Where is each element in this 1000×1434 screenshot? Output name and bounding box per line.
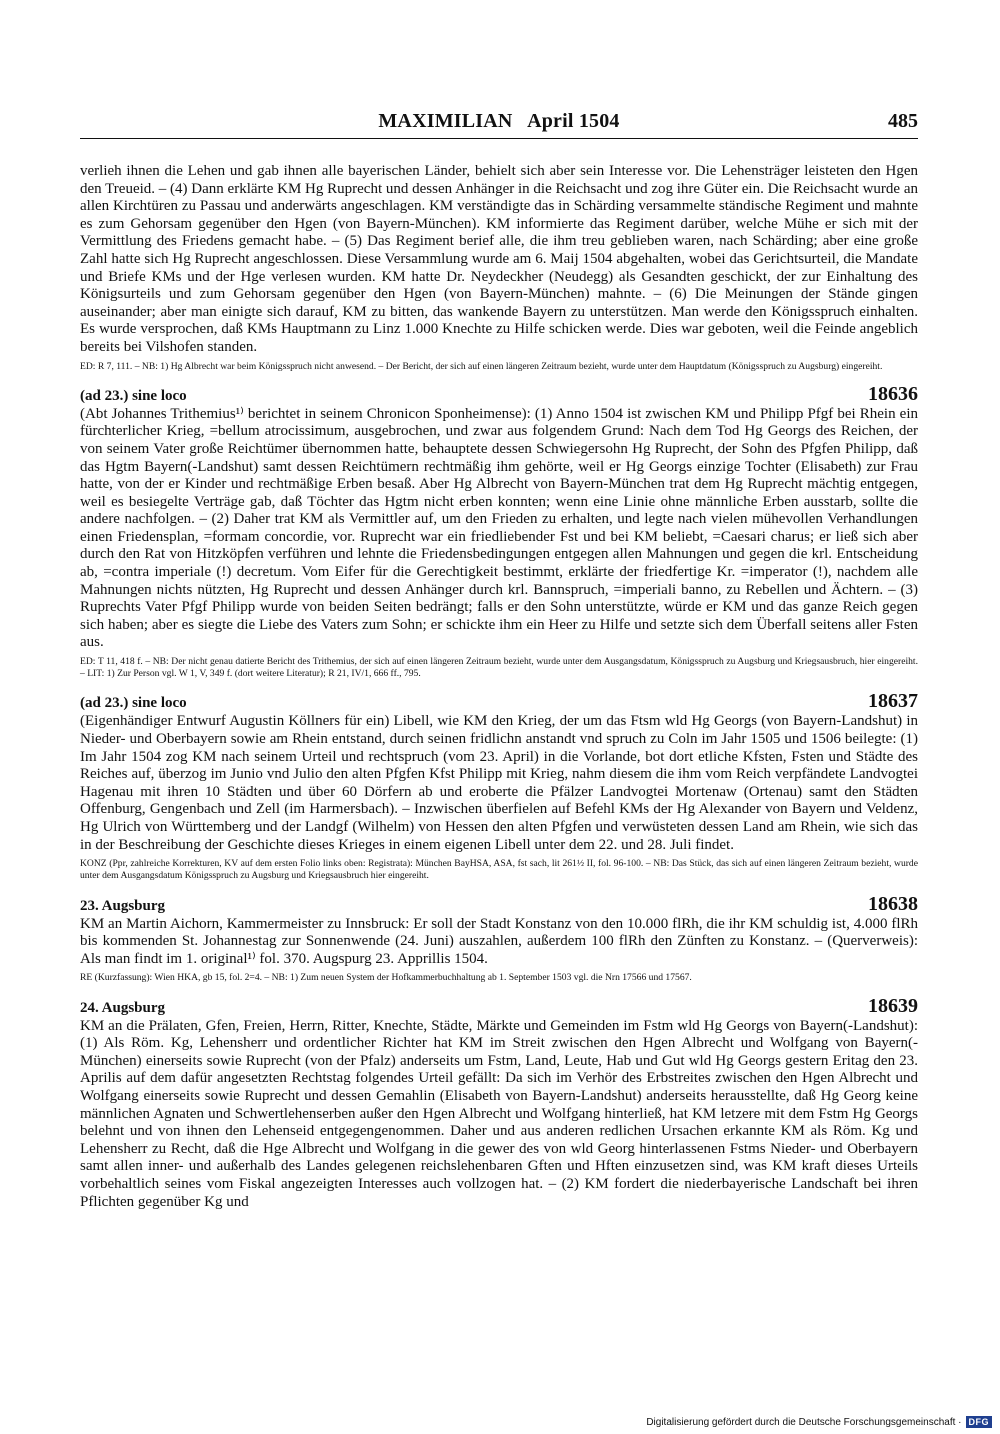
footer-credit: Digitalisierung gefördert durch die Deutsche Forschungsgemeinschaft · bbox=[646, 1416, 962, 1428]
entry-18637 bbox=[80, 690, 918, 882]
entry-text: (Abt Johannes Trithemius¹⁾ berichtet in seinem Chronicon Sponheimense): (1) Anno 1504 ist zwischen KM und Philipp Pfgf bei Rhein ein fürchterlicher Krieg, =bellum atrocissimum, ausgebrochen, und zwar aus folgendem Grund: Nach dem Tod Hg Georgs des Reichen, der von seinem Vater große Reichtümer übernommen hatte, behauptete dessen Schwiegersohn Hg Ruprecht, der Sohn des Pfgfen Philipp, daß das Hgtm Bayern(-Landshut) samt dessen Reichtümern rechtmäßig ihm gehörte, weil er Hg Georgs einzige Tochter (Elisabeth) zur Frau hatte, von der er Kinder und rechtmäßige Erben besaß. Aber Hg Albrecht von Bayern-München trat dem Hg Ruprecht mächtig entgegen, weil es besiegelte Verträge gab, daß Töchter das Hgtm nicht erben konnten; wenn eine Linie ohne männliche Erben ausstarb, sollte die andere nachfolgen. – (2) Daher trat KM als Vermittler auf, um den Frieden zu erhalten, und legte nach vielen mühevollen Verhandlungen einen Friedensplan, =formam concordie, vor. Ruprecht war ein friedliebender Fst und bei KM beliebt, =Caesari charus; er ließ sich aber durch den Rat von Hitzköpfen verführen und lehnte die Friedensbedingungen entgegen allen Mahnungen und gegen die krl. Entscheidung ab, =contra imperiale (!) decretum. Vom Eifer für die Gerechtigkeit bestimmt, erklärte der friedfertige Kr. =imperator (!), nachdem alle Mahnungen nichts nützten, Hg Ruprecht und dessen Anhänger durch krl. Bannspruch, =imperiali banno, zu Rebellen und Ächtern. – (3) Ruprechts Vater Pfgf Philipp wurde von beiden Seiten bedrängt; falls er den Sohn unterstützte, würde er KM und das ganze Reich gegen sich haben; aber es siegte die Liebe des Vaters zum Sohn; er schickte ihm ein Heer zu Hilfe und setzte sich dem Überfall seitens aller Fsten aus. bbox=[80, 405, 918, 651]
running-title: MAXIMILIAN April 1504 bbox=[378, 110, 620, 132]
entry-text: KM an die Prälaten, Gfen, Freien, Herrn, Ritter, Knechte, Städte, Märkte und Gemeinden im Fstm wld Hg Georgs von Bayern(-Landshut): (1) Als Röm. Kg, Lehensherr und ordentlicher Richter hat KM im Streit zwischen den Hgen Albrecht und Wolfgang von Bayern(-München) einerseits sowie Ruprecht (von der Pfalz) anderseits um Fstm, Land, Leute, Hab und Gut wld Hg Georgs gestern Eritag den 23. Aprilis auf dem dafür angesetzten Rechtstag folgendes Urteil gefällt: Da sich im Verhör des Erbstreites zwischen den Hgen Albrecht und Wolfgang einerseits sowie Ruprecht und dessen Gemahlin (Elisabeth von Bayern-Landshut) anderseits herausstellte, daß Hg Georg keine männlichen Agnaten und Schwertlehenserben außer den Hgen Albrecht und Wolfgang hinterließ, hat KM letzere mit dem Fstm Hg Georgs belehnt und von ihnen den Lehenseid entgegengenommen. Daher und aus anderen redlichen Ursachen erkannte KM als Röm. Kg und Lehensherr zu Recht, daß die Hge Albrecht und Wolfgang in die gewer des von wld Georg hinterlassenen Fstms Nieder- und Oberbayern samt allen inner- und außerhalb des Landes gelegenen reichslehenbaren Gften und Hften einzusetzen sind, was KM kraft dieses Urteils vorbehaltlich seines vom Fiskal angezeigten Interesses auch vollzogen hat. – (2) KM fordert die niederbayerische Landschaft bei ihren Pflichten gegenüber Kg und bbox=[80, 1017, 918, 1210]
dfg-logo: DFG bbox=[966, 1416, 993, 1428]
entry-location: (ad 23.) sine loco bbox=[80, 695, 187, 712]
entry-number: 18639 bbox=[868, 994, 918, 1017]
entry-heading bbox=[80, 690, 918, 713]
digitization-footer bbox=[646, 1416, 992, 1428]
entry-number: 18638 bbox=[868, 892, 918, 915]
entry-heading bbox=[80, 383, 918, 406]
entry-18639 bbox=[80, 995, 918, 1212]
document-page bbox=[80, 108, 918, 1211]
entry-number: 18637 bbox=[868, 690, 918, 713]
entry-location: (ad 23.) sine loco bbox=[80, 387, 187, 404]
intro-paragraph: verlieh ihnen die Lehen und gab ihnen alle bayerischen Länder, behielt sich aber sein Interesse vor. Die Lehensträger leisteten den Hgen den Treueid. – (4) Dann erklärte KM Hg Ruprecht und dessen Anhänger in die Reichsacht und zog ihre Güter ein. Die Reichsacht wurde an allen Kirchtüren zu Passau und anderwärts angeschlagen. KM verständigte das in Schärding versammelte ständische Regiment und mahnte es zum Gehorsam gegenüber den Hgen (von Bayern-München). KM informierte das Regiment darüber, welche Mühe er sich mit der Vermittlung des Friedens gemacht habe. – (5) Das Regiment berief alle, die ihm treu geblieben waren, nach Schärding; aber eine große Zahl hatte sich Hg Ruprecht angeschlossen. Diese Versammlung wurde am 6. Maij 1504 abgehalten, wobei das Gerichtsurteil, die Mandate und Briefe KMs und der Hge verlesen wurden. KM hatte Dr. Neydeckher (Neudegg) als Gesandten geschickt, der zur Einhaltung des Königsurteils und zum Gehorsam gegenüber den Hgen (von Bayern-München) mahnte. – (6) Die Meinungen der Stände gingen auseinander; aber man einigte sich darauf, KM zu bitten, das wankende Bayern zu unterstützen. Man werde den Königsspruch einhalten. Es wurde versprochen, daß KMs Hauptmann zu Linz 1.000 Knechte zu Hilfe schicken werde. Dies war geboten, weil die Feinde angeblich bereits bei Vilshofen standen. bbox=[80, 163, 918, 355]
intro-note: ED: R 7, 111. – NB: 1) Hg Albrecht war beim Königsspruch nicht anwesend. – Der Bericht, der sich auf einen längeren Zeitraum bezieht, wurde unter dem Hauptdatum (Königsspruch zu Augsburg) eingereiht. bbox=[80, 360, 883, 372]
entry-18638 bbox=[80, 893, 918, 985]
entry-note: RE (Kurzfassung): Wien HKA, gb 15, fol. 2=4. – NB: 1) Zum neuen System der Hofkammerbuchhaltung ab 1. September 1503 vgl. die Nrn 17566 und 17567. bbox=[80, 972, 692, 984]
header-rule bbox=[80, 138, 918, 139]
entry-location: 23. Augsburg bbox=[80, 897, 166, 914]
entry-number: 18636 bbox=[868, 382, 918, 405]
entry-18636 bbox=[80, 383, 918, 681]
entry-location: 24. Augsburg bbox=[80, 999, 166, 1016]
page-number: 485 bbox=[888, 110, 918, 132]
entry-heading bbox=[80, 995, 918, 1018]
entry-note: KONZ (Ppr, zahlreiche Korrekturen, KV auf dem ersten Folio links oben: Registrata): München BayHSA, ASA, fst sach, lit 261½ II, fol. 96-100. – NB: Das Stück, das sich auf einen längeren Zeitraum bezieht, wurde unter dem Ausgangsdatum Königsspruch zu Augsburg und Kriegsausbruch hier eingereiht. bbox=[80, 858, 918, 882]
entry-text: KM an Martin Aichorn, Kammermeister zu Innsbruck: Er soll der Stadt Konstanz von den 10.000 flRh, die ihr KM schuldig ist, 4.000 flRh bis kommenden St. Johannestag zur Sonnenwende (24. Juni) auszahlen, außerdem 100 flRh den Zünften zu Konstanz. – (Querverweis): Als man findt im 1. original¹⁾ fol. 370. Augspurg 23. Apprillis 1504. bbox=[80, 915, 918, 967]
entry-heading bbox=[80, 893, 918, 916]
entry-text: (Eigenhändiger Entwurf Augustin Köllners für ein) Libell, wie KM den Krieg, der um das Ftsm wld Hg Georgs (von Bayern-Landshut) in Nieder- und Oberbayern sowie am Rhein entstand, durch seinen fridlichn anstandt vnd spruch zu Coln im Jahr 1505 und 1506 beilegte: (1) Im Jahr 1504 zog KM nach seinem Urteil und rechtspruch (vom 23. April) in die Vorlande, bot dort etliche Kfsten, Fsten und Städte des Reiches auf, überzog im Junio vnd Julio den alten Pfgfen Kfst Philipp mit Krieg, nahm diesem die ihm vom Reich verpfändete Landvogtei Hagenau mit ihren 10 Städten und über 60 Dörfern ab und eroberte die Pfälzer Landvogtei Mortenaw (Ortenau) samt den Städten Offenburg, Gengenbach und Zell (im Harmersbach). – Inzwischen überfielen auf Befehl KMs der Hg Alexander von Bayern und Veldenz, Hg Ulrich von Württemberg und der Landgf (Wilhelm) von Hessen den alten Pfgfen und verwüsteten dessen Land am Rhein, wie sich das in der Beschreibung der Geschichte dieses Krieges in einem eigenen Libell unter dem 22. und 28. Juli findet. bbox=[80, 713, 918, 853]
entry-note: ED: T 11, 418 f. – NB: Der nicht genau datierte Bericht des Trithemius, der sich auf einen längeren Zeitraum bezieht, wurde unter dem Ausgangsdatum, Königsspruch zu Augsburg und Kriegsausbruch, hier eingereiht. – LIT: 1) Zur Person vgl. W 1, V, 349 f. (dort weitere Literatur); R 21, IV/1, 666 ff., 795. bbox=[80, 656, 918, 680]
running-header bbox=[80, 108, 918, 136]
